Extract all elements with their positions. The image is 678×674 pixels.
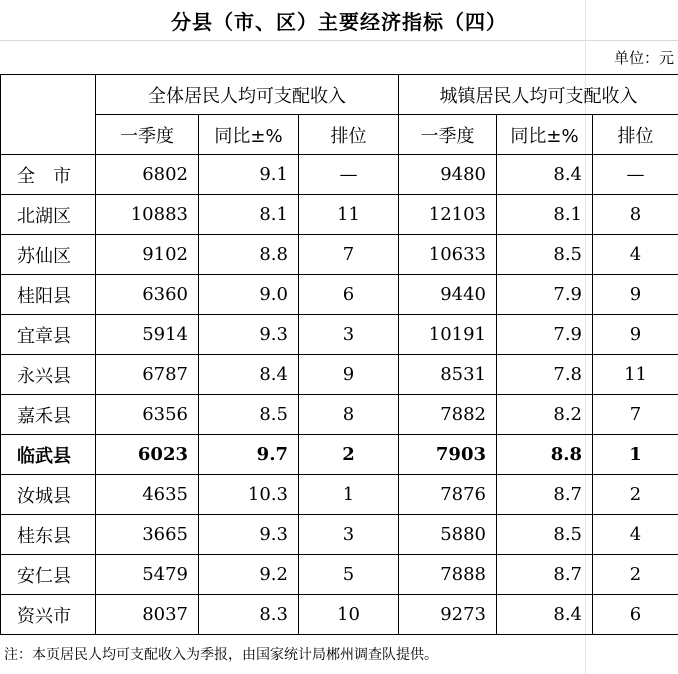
region-name-cell: 资兴市: [1, 595, 96, 635]
value-cell: 7903: [399, 435, 497, 475]
value-cell: 3: [299, 315, 399, 355]
value-cell: 6787: [96, 355, 199, 395]
region-name-cell: 苏仙区: [1, 235, 96, 275]
value-cell: 8.5: [199, 395, 299, 435]
sub-header: 排位: [299, 115, 399, 155]
value-cell: 3: [299, 515, 399, 555]
region-name-cell: 永兴县: [1, 355, 96, 395]
table-row: [1, 275, 678, 315]
value-cell: 9: [593, 315, 678, 355]
value-cell: 8.7: [497, 475, 593, 515]
group-header-all-residents: 全体居民人均可支配收入: [96, 75, 399, 115]
value-cell: 2: [299, 435, 399, 475]
value-cell: 5479: [96, 555, 199, 595]
value-cell: 6023: [96, 435, 199, 475]
value-cell: 8.4: [497, 595, 593, 635]
region-name-cell: 嘉禾县: [1, 395, 96, 435]
table-row: [1, 155, 678, 195]
value-cell: 4: [593, 515, 678, 555]
value-cell: 8.4: [497, 155, 593, 195]
sub-header: 一季度: [399, 115, 497, 155]
table-row: [1, 355, 678, 395]
value-cell: —: [593, 155, 678, 195]
value-cell: 10.3: [199, 475, 299, 515]
value-cell: 2: [593, 475, 678, 515]
value-cell: 10633: [399, 235, 497, 275]
table-row: [1, 235, 678, 275]
value-cell: 11: [299, 195, 399, 235]
value-cell: 8.5: [497, 515, 593, 555]
value-cell: 6356: [96, 395, 199, 435]
table-row: [1, 475, 678, 515]
region-name-cell: 全 市: [1, 155, 96, 195]
value-cell: 9102: [96, 235, 199, 275]
value-cell: 7888: [399, 555, 497, 595]
value-cell: 8: [593, 195, 678, 235]
value-cell: 8.7: [497, 555, 593, 595]
value-cell: 8.8: [497, 435, 593, 475]
sub-header-row: [1, 115, 678, 155]
table-row: [1, 515, 678, 555]
value-cell: 10191: [399, 315, 497, 355]
value-cell: 8.5: [497, 235, 593, 275]
value-cell: 7882: [399, 395, 497, 435]
value-cell: 4635: [96, 475, 199, 515]
value-cell: 5914: [96, 315, 199, 355]
table-row: [1, 555, 678, 595]
table-row: [1, 435, 678, 475]
value-cell: 11: [593, 355, 678, 395]
value-cell: 6: [593, 595, 678, 635]
value-cell: 9: [593, 275, 678, 315]
sub-header: 排位: [593, 115, 678, 155]
indicator-table: [0, 74, 678, 635]
sub-header: 同比±%: [497, 115, 593, 155]
value-cell: 6: [299, 275, 399, 315]
unit-label: 单位：元: [613, 49, 674, 67]
region-name-cell: 桂东县: [1, 515, 96, 555]
table-row: [1, 315, 678, 355]
value-cell: 9: [299, 355, 399, 395]
value-cell: 9.3: [199, 315, 299, 355]
value-cell: 8.3: [199, 595, 299, 635]
value-cell: 6360: [96, 275, 199, 315]
value-cell: 7: [299, 235, 399, 275]
table-row: [1, 195, 678, 235]
value-cell: 9273: [399, 595, 497, 635]
table-row: [1, 595, 678, 635]
table-body: [1, 155, 678, 635]
value-cell: 5880: [399, 515, 497, 555]
value-cell: 9.1: [199, 155, 299, 195]
value-cell: 7.9: [497, 315, 593, 355]
value-cell: 12103: [399, 195, 497, 235]
value-cell: 8037: [96, 595, 199, 635]
group-header-urban-residents: 城镇居民人均可支配收入: [399, 75, 678, 115]
value-cell: —: [299, 155, 399, 195]
value-cell: 10: [299, 595, 399, 635]
value-cell: 2: [593, 555, 678, 595]
value-cell: 1: [593, 435, 678, 475]
value-cell: 8: [299, 395, 399, 435]
sub-header: 同比±%: [199, 115, 299, 155]
value-cell: 8.2: [497, 395, 593, 435]
value-cell: 8.1: [497, 195, 593, 235]
value-cell: 4: [593, 235, 678, 275]
corner-cell: [1, 75, 96, 155]
value-cell: 10883: [96, 195, 199, 235]
value-cell: 9.3: [199, 515, 299, 555]
footnote: 注：本页居民人均可支配收入为季报，由国家统计局郴州调查队提供。: [4, 647, 438, 663]
value-cell: 7.9: [497, 275, 593, 315]
value-cell: 8.4: [199, 355, 299, 395]
value-cell: 9.7: [199, 435, 299, 475]
region-name-cell: 临武县: [1, 435, 96, 475]
value-cell: 9440: [399, 275, 497, 315]
region-name-cell: 北湖区: [1, 195, 96, 235]
value-cell: 9.0: [199, 275, 299, 315]
sheet-title: 分县（市、区）主要经济指标（四）: [0, 0, 678, 41]
value-cell: 6802: [96, 155, 199, 195]
group-header-row: [1, 75, 678, 115]
value-cell: 8.8: [199, 235, 299, 275]
value-cell: 9.2: [199, 555, 299, 595]
region-name-cell: 宜章县: [1, 315, 96, 355]
table-row: [1, 395, 678, 435]
value-cell: 7876: [399, 475, 497, 515]
region-name-cell: 安仁县: [1, 555, 96, 595]
value-cell: 3665: [96, 515, 199, 555]
value-cell: 1: [299, 475, 399, 515]
value-cell: 5: [299, 555, 399, 595]
region-name-cell: 汝城县: [1, 475, 96, 515]
sub-header: 一季度: [96, 115, 199, 155]
value-cell: 7.8: [497, 355, 593, 395]
region-name-cell: 桂阳县: [1, 275, 96, 315]
value-cell: 7: [593, 395, 678, 435]
value-cell: 9480: [399, 155, 497, 195]
value-cell: 8531: [399, 355, 497, 395]
value-cell: 8.1: [199, 195, 299, 235]
